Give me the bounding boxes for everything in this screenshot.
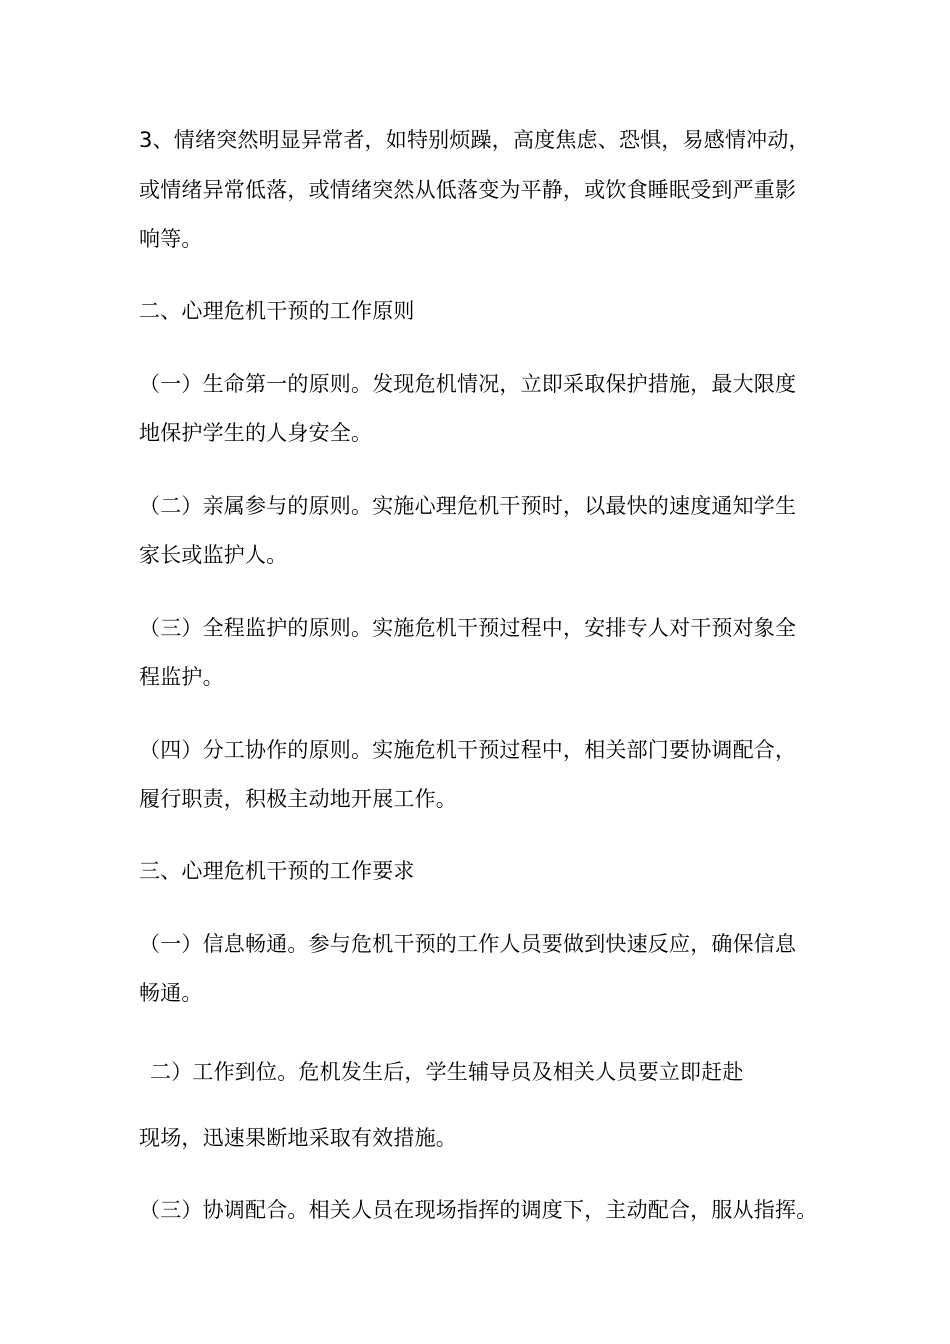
section-heading: 三、心理危机干预的工作要求 [139,859,415,883]
paragraph-line: 二）工作到位。危机发生后，学生辅导员及相关人员要立即赶赴 [150,1060,744,1084]
paragraph-line: 现场，迅速果断地采取有效措施。 [139,1126,457,1150]
paragraph-line: （一）生命第一的原则。发现危机情况，立即采取保护措施，最大限度 [139,372,797,396]
paragraph-line: （三）全程监护的原则。实施危机干预过程中，安排专人对干预对象全 [139,616,797,640]
paragraph-line: 地保护学生的人身安全。 [139,421,373,445]
paragraph-line: 3、情绪突然明显异常者，如特别烦躁，高度焦虑、恐惧，易感情冲动， [139,128,810,152]
section-heading: 二、心理危机干预的工作原则 [139,299,415,323]
paragraph-line: （三）协调配合。相关人员在现场指挥的调度下，主动配合，服从指挥。 [139,1198,818,1222]
paragraph-line: 或情绪异常低落，或情绪突然从低落变为平静，或饮食睡眠受到严重影 [139,178,797,202]
paragraph-line: （四）分工协作的原则。实施危机干预过程中，相关部门要协调配合， [139,738,797,762]
paragraph-line: （一）信息畅通。参与危机干预的工作人员要做到快速反应，确保信息 [139,932,797,956]
paragraph-line: 畅通。 [139,981,203,1005]
paragraph-line: 履行职责，积极主动地开展工作。 [139,787,457,811]
paragraph-line: （二）亲属参与的原则。实施心理危机干预时，以最快的速度通知学生 [139,494,797,518]
paragraph-line: 响等。 [139,227,203,251]
paragraph-line: 家长或监护人。 [139,543,288,567]
paragraph-line: 程监护。 [139,665,224,689]
